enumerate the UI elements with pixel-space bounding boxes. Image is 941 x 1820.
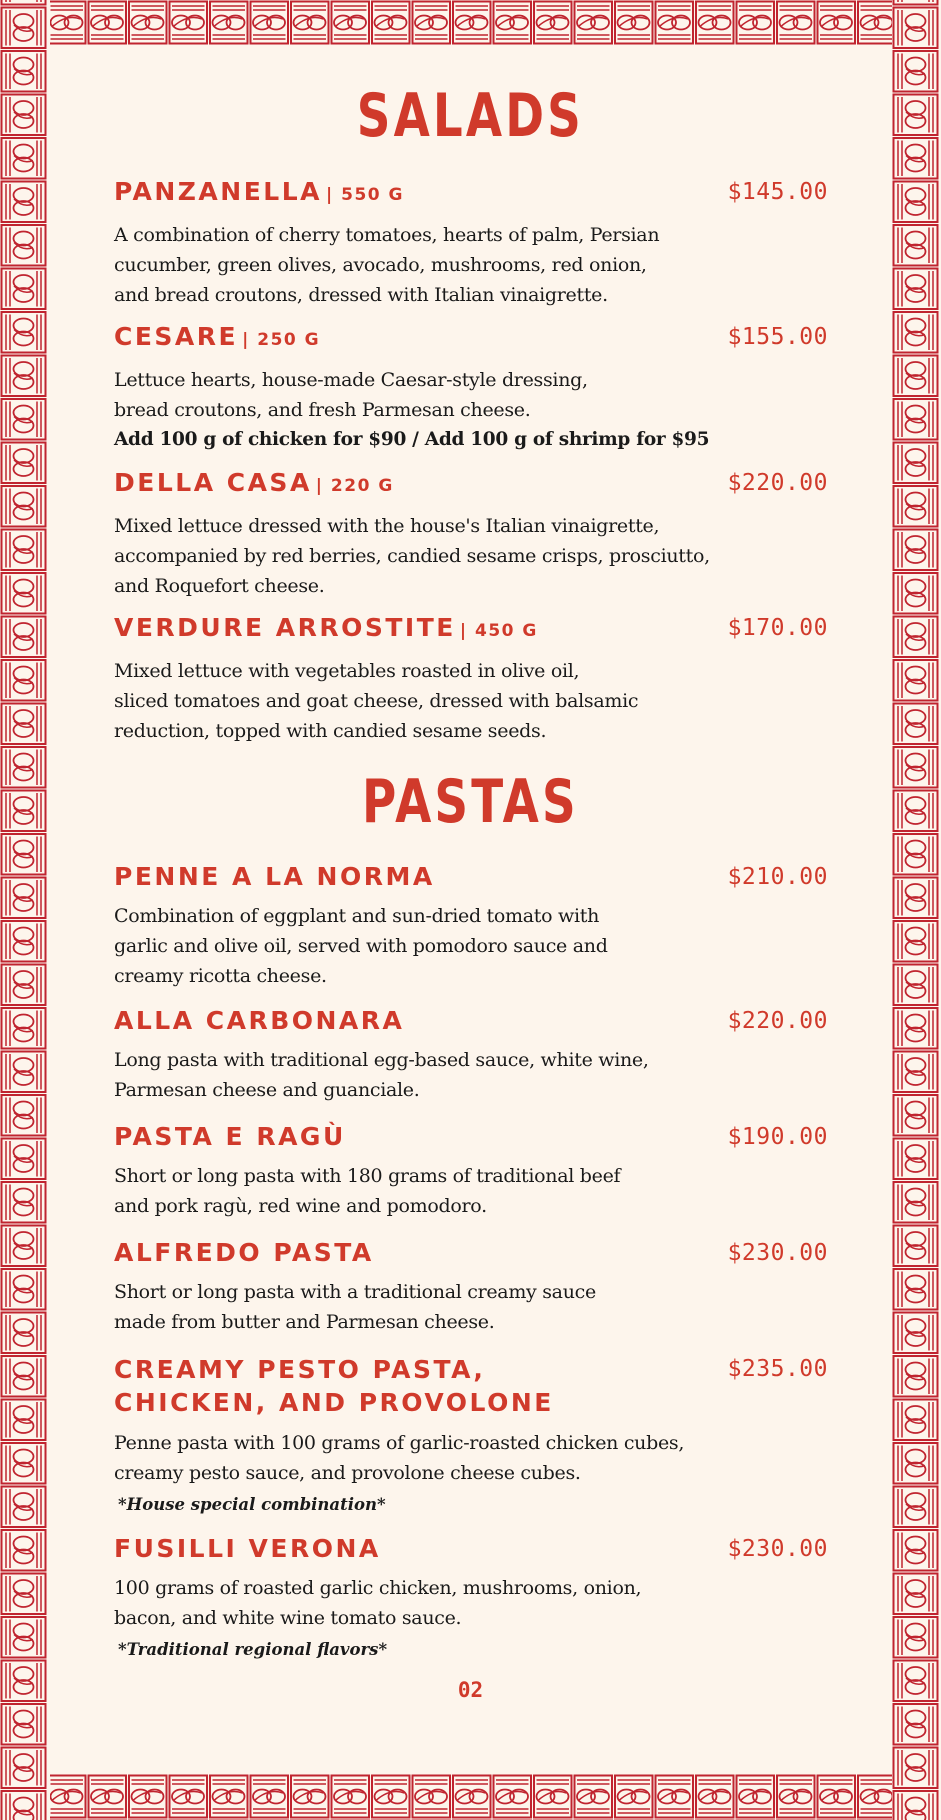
- item-description: [114, 365, 754, 425]
- item-description: [114, 511, 754, 601]
- item-weight: | 550 G: [325, 185, 404, 205]
- menu-item-pasta-e-ragu: [114, 1121, 834, 1221]
- item-description: [114, 1045, 754, 1105]
- item-name: ALLA CARBONARA: [114, 1006, 405, 1035]
- description-line: garlic and olive oil, served with pomodoro sauce and: [114, 935, 608, 957]
- item-description: [114, 1277, 754, 1337]
- description-line: Short or long pasta with a traditional creamy sauce: [114, 1281, 596, 1303]
- item-weight: | 220 G: [315, 476, 394, 496]
- item-name: VERDURE ARROSTITE: [114, 613, 456, 642]
- menu-item-verdure-arrostite: [114, 612, 834, 746]
- description-line: bread croutons, and fresh Parmesan cheese.: [114, 399, 531, 421]
- menu-item-creamy-pesto-pasta: [114, 1353, 834, 1518]
- menu-item-fusilli-verona: [114, 1533, 834, 1663]
- description-line: Short or long pasta with 180 grams of traditional beef: [114, 1165, 621, 1187]
- ornamental-border-left: [0, 0, 50, 1820]
- description-line: accompanied by red berries, candied sesame crisps, prosciutto,: [114, 545, 710, 567]
- item-description: [114, 1573, 754, 1633]
- description-line: Mixed lettuce with vegetables roasted in olive oil,: [114, 660, 580, 682]
- item-name: PASTA E RAGÙ: [114, 1122, 346, 1151]
- menu-item-della-casa: [114, 467, 834, 601]
- item-description: [114, 1161, 754, 1221]
- description-line: Mixed lettuce dressed with the house's Italian vinaigrette,: [114, 515, 660, 537]
- description-line: 100 grams of roasted garlic chicken, mushrooms, onion,: [114, 1577, 642, 1599]
- item-price: $155.00: [727, 324, 828, 350]
- description-line: A combination of cherry tomatoes, hearts of palm, Persian: [114, 224, 660, 246]
- item-note: *House special combination*: [118, 1495, 386, 1514]
- item-add-on: Add 100 g of chicken for $90 / Add 100 g of shrimp for $95: [114, 429, 710, 450]
- item-name: FUSILLI VERONA: [114, 1534, 381, 1563]
- description-line: and bread croutons, dressed with Italian vinaigrette.: [114, 284, 608, 306]
- section-title-salads: SALADS: [356, 81, 585, 151]
- item-name-line: CREAMY PESTO PASTA,: [114, 1355, 486, 1384]
- item-price: $190.00: [727, 1124, 828, 1150]
- menu-item-penne-a-la-norma: [114, 861, 834, 991]
- description-line: made from butter and Parmesan cheese.: [114, 1311, 495, 1333]
- description-line: reduction, topped with candied sesame seeds.: [114, 720, 547, 742]
- ornamental-border-right: [892, 0, 941, 1820]
- item-price: $220.00: [727, 1008, 828, 1034]
- item-note: *Traditional regional flavors*: [118, 1640, 388, 1659]
- description-line: sliced tomatoes and goat cheese, dressed with balsamic: [114, 690, 639, 712]
- section-title-pastas: PASTAS: [361, 767, 579, 837]
- description-line: Combination of eggplant and sun-dried tomato with: [114, 905, 600, 927]
- description-line: and pork ragù, red wine and pomodoro.: [114, 1195, 487, 1217]
- description-line: and Roquefort cheese.: [114, 575, 325, 597]
- item-price: $230.00: [727, 1240, 828, 1266]
- item-price: $220.00: [727, 470, 828, 496]
- item-name: CESARE: [114, 322, 239, 351]
- description-line: creamy ricotta cheese.: [114, 965, 327, 987]
- menu-item-alla-carbonara: [114, 1005, 834, 1105]
- item-description: [114, 901, 754, 991]
- item-description: [114, 656, 754, 746]
- menu-item-cesare: [114, 321, 834, 455]
- menu-item-panzanella: [114, 176, 834, 310]
- item-name: [114, 1353, 834, 1419]
- item-name: ALFREDO PASTA: [114, 1238, 374, 1267]
- item-price: $230.00: [727, 1536, 828, 1562]
- description-line: bacon, and white wine tomato sauce.: [114, 1607, 462, 1629]
- description-line: Lettuce hearts, house-made Caesar-style dressing,: [114, 369, 588, 391]
- description-line: Penne pasta with 100 grams of garlic-roasted chicken cubes,: [114, 1432, 685, 1454]
- page-number: 02: [457, 1678, 484, 1702]
- description-line: Parmesan cheese and guanciale.: [114, 1079, 420, 1101]
- ornamental-border-top: [0, 0, 941, 45]
- menu-item-alfredo-pasta: [114, 1237, 834, 1337]
- description-line: Long pasta with traditional egg-based sauce, white wine,: [114, 1049, 649, 1071]
- item-weight: | 250 G: [242, 330, 321, 350]
- item-name-line: CHICKEN, AND PROVOLONE: [114, 1388, 554, 1417]
- ornamental-border-bottom: [0, 1774, 941, 1820]
- item-price: $170.00: [727, 615, 828, 641]
- item-name: PENNE A LA NORMA: [114, 862, 435, 891]
- item-weight: | 450 G: [459, 621, 538, 641]
- description-line: creamy pesto sauce, and provolone cheese cubes.: [114, 1462, 581, 1484]
- description-line: cucumber, green olives, avocado, mushrooms, red onion,: [114, 254, 647, 276]
- item-description: [114, 1428, 754, 1488]
- item-name: DELLA CASA: [114, 468, 312, 497]
- item-name: PANZANELLA: [114, 177, 322, 206]
- item-description: [114, 220, 754, 310]
- item-price: $210.00: [727, 864, 828, 890]
- item-price: $235.00: [727, 1356, 828, 1382]
- item-price: $145.00: [727, 179, 828, 205]
